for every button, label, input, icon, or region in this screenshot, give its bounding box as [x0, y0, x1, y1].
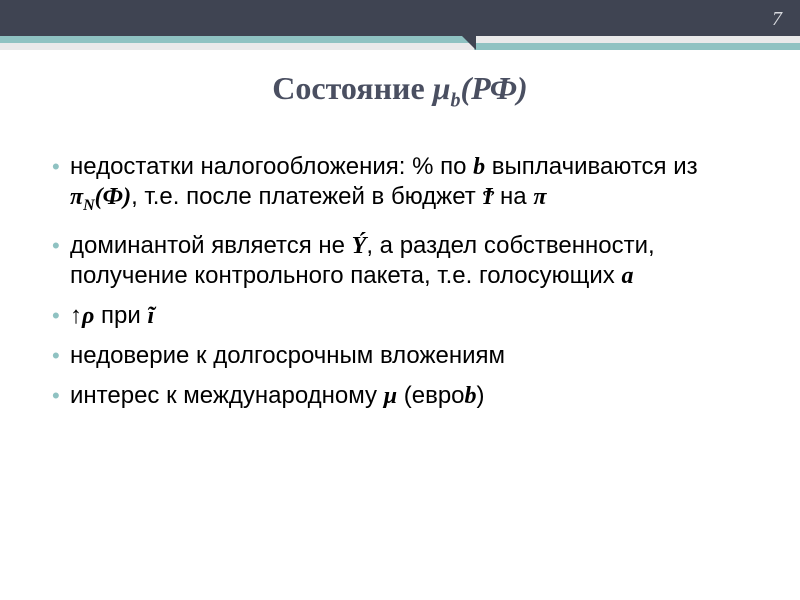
bullet-item-international [52, 381, 772, 411]
slide-title [0, 70, 800, 112]
bullet-text: выплачиваются из [485, 153, 698, 180]
symbol-y: Ý [351, 232, 367, 259]
accent-strip [0, 36, 800, 50]
bullet-item-taxation [52, 152, 772, 221]
bullet-text: доминантой является не [70, 231, 352, 259]
symbol-subscript-n: N [83, 196, 95, 214]
symbol-pi: π [70, 184, 84, 210]
bullet-text: ) [476, 381, 485, 409]
symbol-a: a [621, 262, 634, 289]
bullet-item-rho [52, 301, 772, 331]
bullet-text: при [94, 301, 148, 329]
symbol-i: ĩ [147, 302, 155, 329]
slide-number: 7 [772, 8, 782, 30]
slide-header-band [0, 0, 800, 36]
symbol-rho: ↑ρ [70, 302, 95, 329]
bullet-text: , т.е. после платежей в бюджет [131, 183, 483, 210]
bullet-text: , а раздел собственности, получение контрольного пакета, т.е. голосующих [70, 231, 655, 289]
symbol-pi-n [70, 184, 132, 214]
accent-bar-right [474, 43, 800, 50]
symbol-b: b [473, 154, 486, 180]
bullet-text: недостатки налогообложения: % по [70, 153, 474, 180]
bullet-list [52, 152, 772, 421]
symbol-dagger: Ϯ [482, 184, 494, 210]
bullet-text: интерес к международному [70, 381, 384, 409]
bullet-item-dominant [52, 231, 772, 291]
title-suffix: (РФ) [460, 70, 528, 106]
accent-notch [462, 36, 476, 50]
title-subscript: b [450, 89, 461, 112]
title-prefix: Состояние [272, 70, 433, 106]
bullet-item-distrust [52, 341, 772, 371]
bullet-text: недоверие к долгосрочным вложениям [70, 341, 506, 369]
symbol-b: b [464, 382, 477, 409]
bullet-text: (евро [397, 381, 465, 409]
accent-bar-left [0, 36, 474, 43]
bullet-text: на [493, 183, 534, 210]
symbol-phi: (Ф) [94, 184, 132, 210]
title-mu: μ [432, 70, 451, 106]
symbol-pi: π [533, 184, 547, 210]
symbol-mu: μ [383, 382, 398, 409]
